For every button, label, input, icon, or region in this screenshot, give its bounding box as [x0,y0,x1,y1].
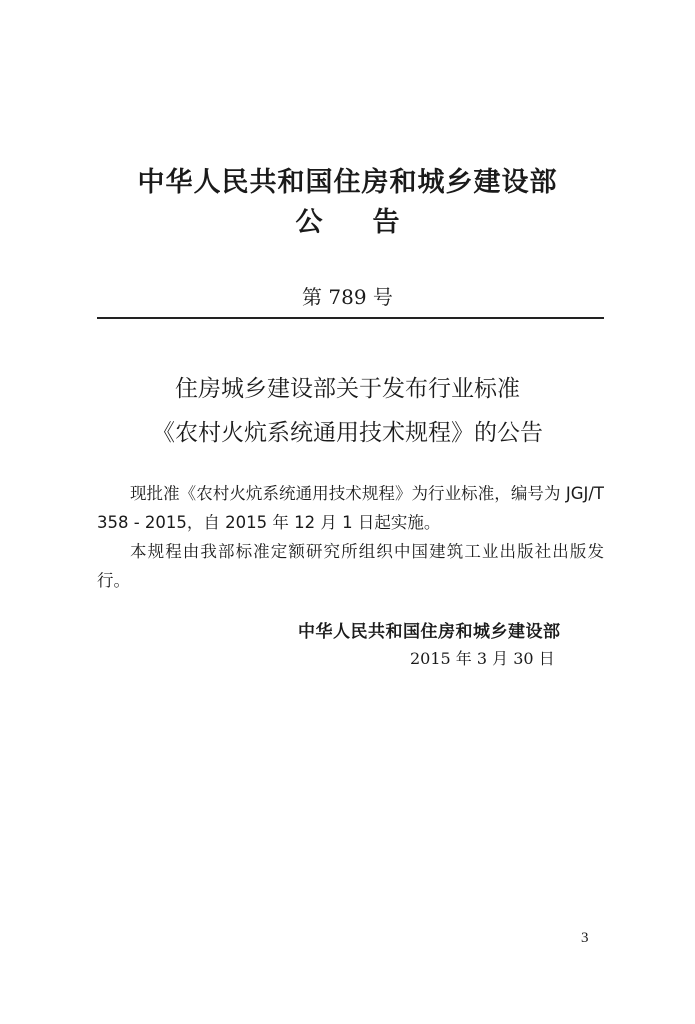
page-number: 3 [581,930,589,946]
body-paragraph-1: 现批准《农村火炕系统通用技术规程》为行业标准，编号为 JGJ/T 358 - 2015，自 2015 年 12 月 1 日起实施。 [97,484,604,532]
notice-title: 公告 [295,207,450,238]
subject-line-2: 《农村火炕系统通用技术规程》的公告 [152,420,543,446]
signature-issuer: 中华人民共和国住房和城乡建设部 [298,622,561,642]
body-paragraph-2: 本规程由我部标准定额研究所组织中国建筑工业出版社出版发行。 [97,542,604,590]
notice-number: 第 789 号 [302,285,393,309]
signature-date: 2015 年 3 月 30 日 [410,649,555,668]
issuer-heading: 中华人民共和国住房和城乡建设部 [137,167,558,198]
header-divider [97,317,604,319]
subject-line-1: 住房城乡建设部关于发布行业标准 [175,376,520,402]
